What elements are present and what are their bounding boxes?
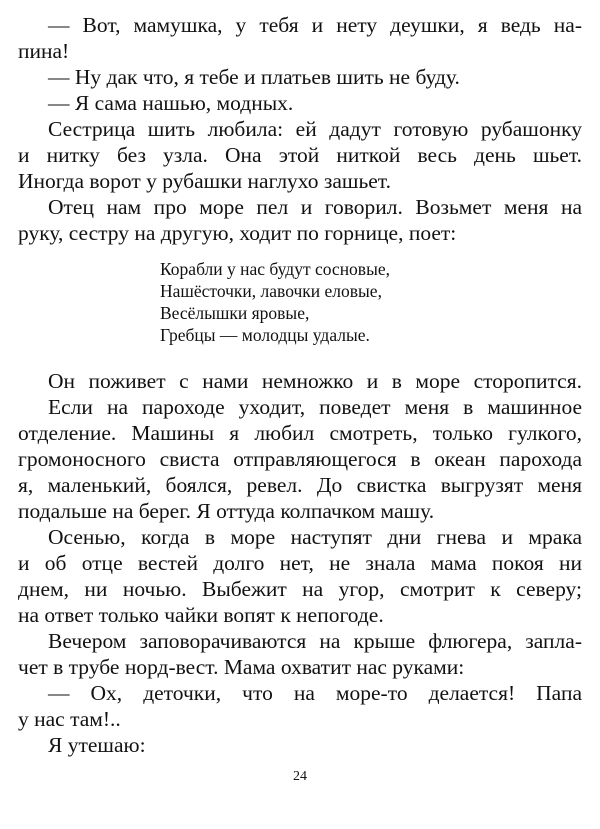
text-line: у нас там!..	[18, 707, 121, 731]
text-line: я, маленький, боялся, ревел. До свистка выгрузят меня	[18, 473, 582, 497]
text-line: и об отце вестей долго нет, не знала мама покоя ни	[18, 551, 582, 575]
text-line: Отец нам про море пел и говорил. Возьмет меня на	[48, 195, 582, 219]
verse-line: Гребцы — молодцы удалые.	[160, 325, 370, 345]
verse-line: Весёлышки яровые,	[160, 303, 310, 323]
text-line: руку, сестру на другую, ходит по горнице, поет:	[18, 221, 457, 245]
text-line: — Ох, деточки, что на море-то делается! Папа	[48, 681, 582, 705]
text-line: отделение. Машины я любил смотреть, только гулкого,	[18, 421, 582, 445]
text-line: Иногда ворот у рубашки наглухо зашьет.	[18, 169, 391, 193]
page-number: 24	[293, 769, 307, 784]
text-line: — Я сама нашью, модных.	[48, 91, 294, 115]
text-line: — Ну дак что, я тебе и платьев шить не буду.	[48, 65, 460, 89]
text-line: громоносного свиста отправляющегося в океан парохода	[18, 447, 582, 471]
text-line: — Вот, мамушка, у тебя и нету деушки, я ведь на-	[48, 13, 582, 37]
verse-line: Корабли у нас будут сосновые,	[160, 259, 390, 279]
text-line: днем, ни ночью. Выбежит на угор, смотрит к северу;	[18, 577, 582, 601]
text-line: на ответ только чайки вопят к непогоде.	[18, 603, 384, 627]
text-line: чет в трубе норд-вест. Мама охватит нас руками:	[18, 655, 465, 679]
verse-line: Нашёсточки, лавочки еловые,	[160, 281, 382, 301]
text-line: подальше на берег. Я оттуда колпачком машу.	[18, 499, 435, 523]
text-line: Если на пароходе уходит, поведет меня в машинное	[48, 395, 582, 419]
text-line: Сестрица шить любила: ей дадут готовую рубашонку	[48, 117, 582, 141]
text-line: и нитку без узла. Она этой ниткой весь день шьет.	[18, 143, 582, 167]
text-line: пина!	[18, 39, 70, 63]
text-line: Осенью, когда в море наступят дни гнева и мрака	[48, 525, 582, 549]
text-line: Я утешаю:	[48, 733, 146, 757]
text-line: Он поживет с нами немножко и в море сторопится.	[48, 369, 582, 393]
text-line: Вечером заповорачиваются на крыше флюгера, запла-	[48, 629, 582, 653]
